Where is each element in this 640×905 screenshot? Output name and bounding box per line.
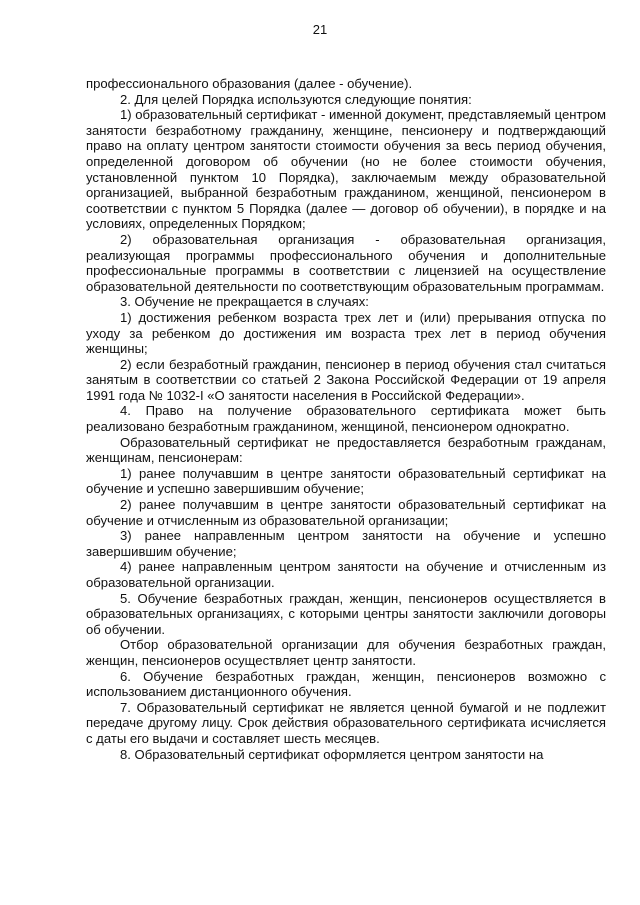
paragraph: 2) образовательная организация - образовательная организация, реализующая программы профессионального обучения и дополнительные профессиональные программы в соответствии с лицензией на осуществление образовательной деятельности по соответствующим образовательным программам.: [86, 231, 606, 294]
paragraph: Отбор образовательной организации для обучения безработных граждан, женщин, пенсионеров осуществляет центр занятости.: [86, 637, 606, 668]
paragraph: 1) достижения ребенком возраста трех лет и (или) прерывания отпуска по уходу за ребенком до достижения им возраста трех лет в период обучения женщины;: [86, 309, 606, 357]
document-body: [86, 76, 606, 762]
paragraph: 5. Обучение безработных граждан, женщин, пенсионеров осуществляется в образовательных организациях, с которыми центры занятости заключили договоры об обучении.: [86, 590, 606, 637]
paragraph: 6. Обучение безработных граждан, женщин, пенсионеров возможно с использованием дистанционного обучения.: [86, 668, 606, 700]
paragraph: Образовательный сертификат не предоставляется безработным гражданам, женщинам, пенсионерам:: [86, 434, 606, 466]
paragraph: 8. Образовательный сертификат оформляется центром занятости на: [120, 746, 544, 762]
paragraph: 3. Обучение не прекращается в случаях:: [120, 294, 369, 310]
paragraph: 1) ранее получавшим в центре занятости образовательный сертификат на обучение и успешно завершившим обучение;: [86, 465, 606, 497]
paragraph: 2. Для целей Порядка используются следующие понятия:: [120, 91, 472, 107]
paragraph: 1) образовательный сертификат - именной документ, представляемый центром занятости безработному гражданину, женщине, пенсионеру и подтверждающий право на оплату центром занятости стоимости обучения за весь период обучения, определенной договором об обучении (но не более стоимости обучения, установленной пунктом 10 Порядка), заключаемым между образовательной организацией, выбранной безработным гражданином, женщиной, пенсионером в соответствии с пунктом 5 Порядка (далее — договор об обучении), в порядке и на условиях, определенных Порядком;: [86, 107, 607, 232]
paragraph: 7. Образовательный сертификат не является ценной бумагой и не подлежит передаче другому лицу. Срок действия образовательного сертификата исчисляется с даты его выдачи и составляет шесть месяцев.: [86, 699, 606, 746]
paragraph: 3) ранее направленным центром занятости на обучение и успешно завершившим обучение;: [86, 528, 606, 559]
paragraph: 2) ранее получавшим в центре занятости образовательный сертификат на обучение и отчисленным из образовательной организации;: [86, 497, 606, 528]
paragraph: 2) если безработный гражданин, пенсионер в период обучения стал считаться занятым в соответствии со статьей 2 Закона Российской Федерации от 19 апреля 1991 года № 1032-I «О занятости населения в Российской Федерации».: [86, 356, 606, 403]
paragraph: профессионального образования (далее - обучение).: [86, 76, 413, 91]
paragraph: 4. Право на получение образовательного сертификата может быть реализовано безработным гражданином, женщиной, пенсионером однократно.: [86, 403, 606, 435]
paragraph: 4) ранее направленным центром занятости на обучение и отчисленным из образовательной организации.: [86, 559, 606, 590]
page-number: 21: [312, 22, 328, 37]
